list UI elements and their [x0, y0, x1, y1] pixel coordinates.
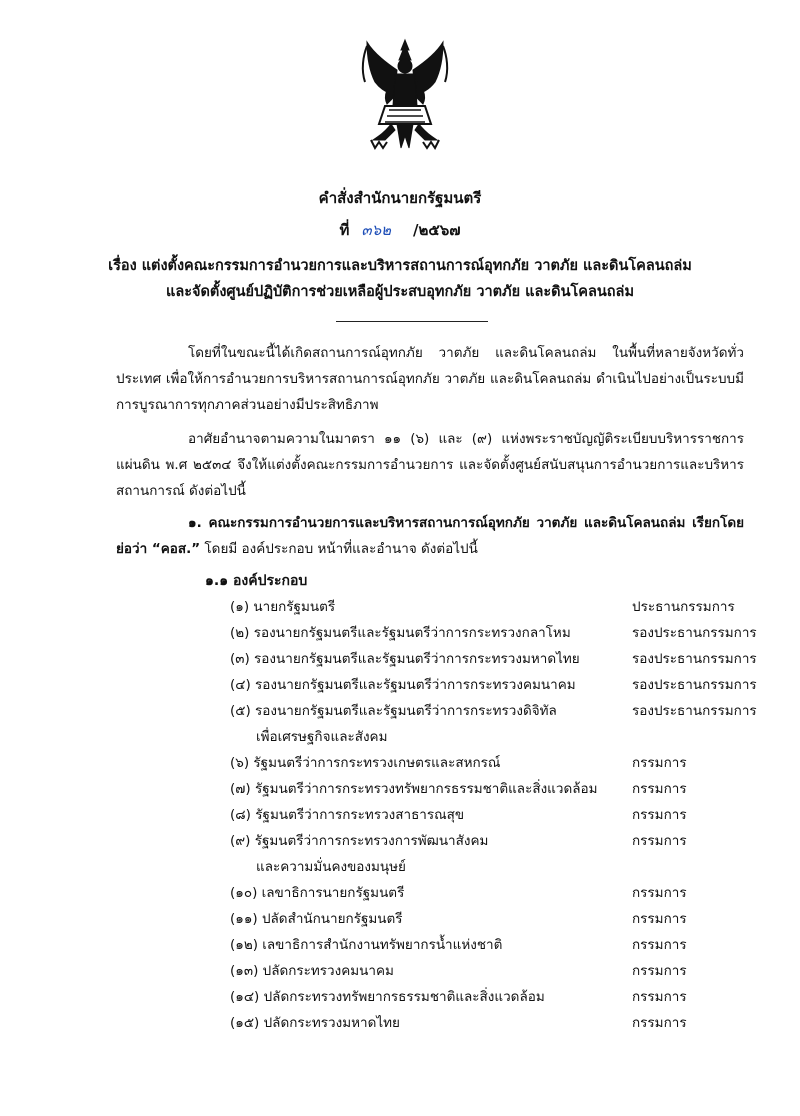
- member-name: [230, 646, 632, 672]
- member-row: [230, 880, 770, 906]
- order-number-prefix: ที่: [339, 221, 350, 239]
- paragraph-authority: [116, 426, 744, 504]
- member-name-line: (๔) รองนายกรัฐมนตรีและรัฐมนตรีว่าการกระทรวงคมนาคม: [230, 677, 576, 693]
- member-role: กรรมการ: [632, 963, 687, 979]
- member-role: กรรมการ: [632, 781, 687, 797]
- member-role: กรรมการ: [632, 937, 687, 953]
- garuda-emblem-icon: [345, 36, 465, 156]
- member-row: [230, 1010, 770, 1036]
- member-name: [230, 932, 632, 958]
- member-name: [230, 880, 632, 906]
- member-name-line: (๑๔) ปลัดกระทรวงทรัพยากรธรรมชาติและสิ่งแวดล้อม: [230, 989, 545, 1005]
- member-name-line: (๑๐) เลขาธิการนายกรัฐมนตรี: [230, 885, 405, 901]
- subject-block: [0, 253, 800, 305]
- member-name-line: (๑) นายกรัฐมนตรี: [230, 599, 336, 615]
- member-role: รองประธานกรรมการ: [632, 625, 757, 641]
- member-row: [230, 776, 770, 802]
- member-name-line: (๑๕) ปลัดกระทรวงมหาดไทย: [230, 1015, 400, 1031]
- member-role: กรรมการ: [632, 989, 687, 1005]
- section-heading: ๑.๑ องค์ประกอบ: [205, 573, 308, 589]
- member-row: [230, 620, 770, 646]
- member-name-line: (๑๒) เลขาธิการสำนักงานทรัพยากรน้ำแห่งชาติ: [230, 937, 503, 953]
- paragraph-committee: [116, 510, 744, 562]
- member-row: [230, 594, 770, 620]
- member-name-line: (๒) รองนายกรัฐมนตรีและรัฐมนตรีว่าการกระทรวงกลาโหม: [230, 625, 571, 641]
- member-role: กรรมการ: [632, 911, 687, 927]
- member-name-line: (๕) รองนายกรัฐมนตรีและรัฐมนตรีว่าการกระทรวงดิจิทัล: [230, 703, 557, 719]
- member-row: [230, 802, 770, 828]
- member-name: [230, 594, 632, 620]
- member-name: [230, 750, 632, 776]
- member-list: [230, 594, 770, 1036]
- member-name-line: (๑๑) ปลัดสำนักนายกรัฐมนตรี: [230, 911, 403, 927]
- order-number: [0, 218, 800, 242]
- member-name: [230, 1010, 632, 1036]
- member-name: [230, 672, 632, 698]
- member-role: รองประธานกรรมการ: [632, 651, 757, 667]
- paragraph-committee-rest: โดยมี องค์ประกอบ หน้าที่และอำนาจ ดังต่อไปนี้: [200, 541, 478, 557]
- member-row: [230, 906, 770, 932]
- member-name-line: (๗) รัฐมนตรีว่าการกระทรวงทรัพยากรธรรมชาติและสิ่งแวดล้อม: [230, 781, 598, 797]
- member-row: [230, 646, 770, 672]
- member-row: [230, 672, 770, 698]
- member-name-line: (๙) รัฐมนตรีว่าการกระทรวงการพัฒนาสังคม: [230, 833, 489, 849]
- member-role: รองประธานกรรมการ: [632, 703, 757, 719]
- member-name-continuation: และความมั่นคงของมนุษย์: [256, 859, 406, 875]
- member-row: [230, 984, 770, 1010]
- member-row: [230, 698, 770, 750]
- member-name: [230, 828, 632, 880]
- member-name: [230, 958, 632, 984]
- member-role: กรรมการ: [632, 1015, 687, 1031]
- member-name-line: (๖) รัฐมนตรีว่าการกระทรวงเกษตรและสหกรณ์: [230, 755, 501, 771]
- member-row: [230, 750, 770, 776]
- member-name: [230, 698, 632, 750]
- member-name: [230, 620, 632, 646]
- member-name-line: (๑๓) ปลัดกระทรวงคมนาคม: [230, 963, 394, 979]
- member-name-line: (๘) รัฐมนตรีว่าการกระทรวงสาธารณสุข: [230, 807, 465, 823]
- member-role: กรรมการ: [632, 807, 687, 823]
- divider-line: [336, 321, 488, 322]
- member-role: ประธานกรรมการ: [632, 599, 735, 615]
- member-role: กรรมการ: [632, 755, 687, 771]
- order-title: คำสั่งสำนักนายกรัฐมนตรี: [318, 189, 482, 207]
- subject-line-1: เรื่อง แต่งตั้งคณะกรรมการอำนวยการและบริหารสถานการณ์อุทกภัย วาตภัย และดินโคลนถล่ม: [108, 258, 692, 274]
- member-name-line: (๓) รองนายกรัฐมนตรีและรัฐมนตรีว่าการกระทรวงมหาดไทย: [230, 651, 580, 667]
- paragraph-preamble: [116, 340, 744, 418]
- member-row: [230, 958, 770, 984]
- member-row: [230, 932, 770, 958]
- member-name: [230, 802, 632, 828]
- member-role: รองประธานกรรมการ: [632, 677, 757, 693]
- member-name: [230, 906, 632, 932]
- paragraph-preamble-text: โดยที่ในขณะนี้ได้เกิดสถานการณ์อุทกภัย วาตภัย และดินโคลนถล่ม ในพื้นที่หลายจังหวัดทั่วประเทศ เพื่อให้การอำนวยการบริหารสถานการณ์อุทกภัย วาตภัย และดินโคลนถล่ม ดำเนินไปอย่างเป็นระบบมีการบูรณาการทุกภาคส่วนอย่างมีประสิทธิภาพ: [116, 345, 744, 413]
- order-number-year: /๒๕๖๗: [413, 221, 461, 239]
- member-role: กรรมการ: [632, 885, 687, 901]
- member-name: [230, 776, 632, 802]
- paragraph-committee-heading: ๑. คณะกรรมการอำนวยการและบริหารสถานการณ์อุทกภัย วาตภัย และดินโคลนถล่ม เรียกโดยย่อว่า “คอส.”: [116, 515, 744, 557]
- member-name-continuation: เพื่อเศรษฐกิจและสังคม: [256, 729, 388, 745]
- order-number-handwritten: ๓๖๒: [361, 221, 392, 239]
- member-row: [230, 828, 770, 880]
- paragraph-authority-text: อาศัยอำนาจตามความในมาตรา ๑๑ (๖) และ (๙) แห่งพระราชบัญญัติระเบียบบริหารราชการแผ่นดิน พ.ศ ๒๕๓๔ จึงให้แต่งตั้งคณะกรรมการอำนวยการ และจัดตั้งศูนย์สนับสนุนการอำนวยการและบริหารสถานการณ์ ดังต่อไปนี้: [116, 431, 744, 499]
- member-role: กรรมการ: [632, 833, 687, 849]
- member-name: [230, 984, 632, 1010]
- subject-line-2: และจัดตั้งศูนย์ปฏิบัติการช่วยเหลือผู้ประสบอุทกภัย วาตภัย และดินโคลนถล่ม: [165, 284, 635, 300]
